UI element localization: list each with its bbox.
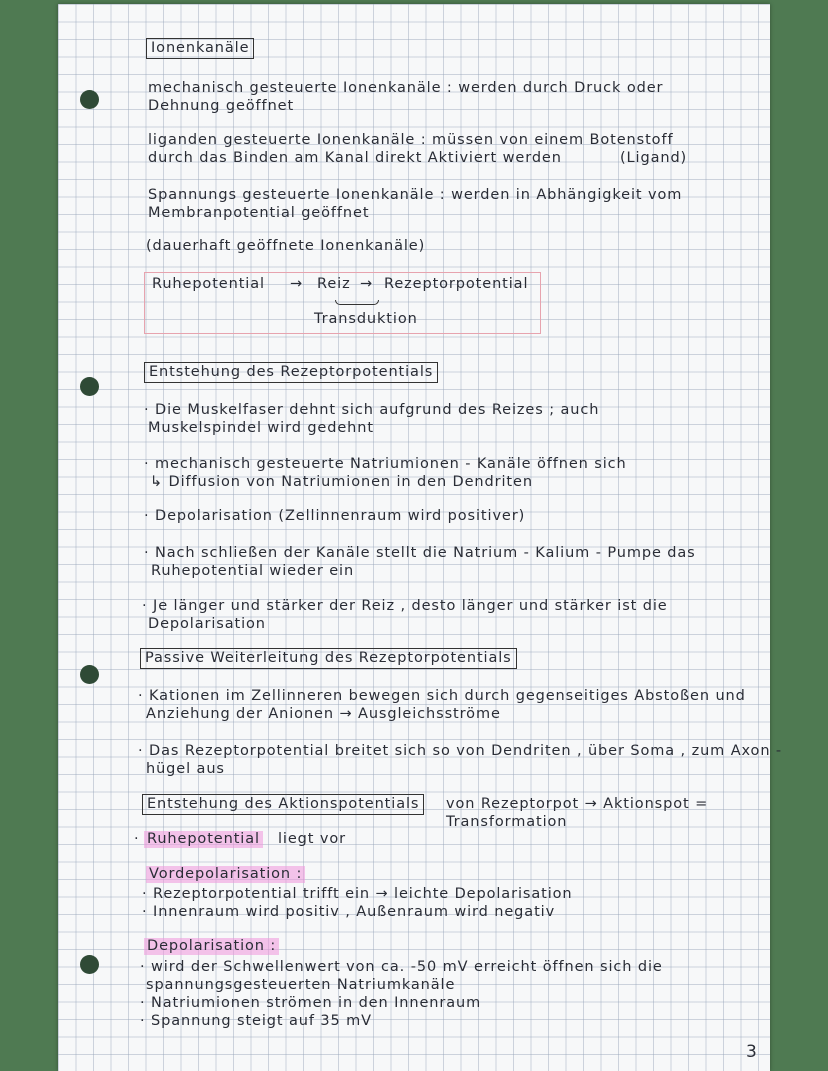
flow-rezeptorpotential: Rezeptorpotential xyxy=(384,276,529,292)
punch-hole xyxy=(80,665,99,684)
punch-hole xyxy=(80,90,99,109)
text-line: (dauerhaft geöffnete Ionenkanäle) xyxy=(146,238,426,254)
page-number: 3 xyxy=(746,1042,758,1062)
heading-rezeptorpotential: Entstehung des Rezeptorpotentials xyxy=(144,362,438,383)
bullet-line: hügel aus xyxy=(146,761,225,777)
flow-reiz: Reiz xyxy=(317,276,351,292)
bullet-line: · Depolarisation (Zellinnenraum wird positiver) xyxy=(144,508,526,524)
text-line: liegt vor xyxy=(278,831,346,847)
bullet-dot: · xyxy=(134,831,140,847)
bullet-line: · Innenraum wird positiv , Außenraum wird negativ xyxy=(142,904,556,920)
brace-mark xyxy=(335,300,379,305)
bullet-line: spannungsgesteuerten Natriumkanäle xyxy=(146,977,456,993)
bullet-line: · Rezeptorpotential trifft ein → leichte Depolarisation xyxy=(142,886,573,902)
heading-weiterleitung: Passive Weiterleitung des Rezeptorpotentials xyxy=(140,648,517,669)
flow-ruhepotential: Ruhepotential xyxy=(152,276,265,292)
bullet-line: Muskelspindel wird gedehnt xyxy=(148,420,374,436)
bullet-line: · Kationen im Zellinneren bewegen sich durch gegenseitiges Abstoßen und xyxy=(138,688,746,704)
highlight-depolarisation: Depolarisation : xyxy=(144,938,279,955)
bullet-line: · mechanisch gesteuerte Natriumionen - Kanäle öffnen sich xyxy=(144,456,627,472)
text-line: Spannungs gesteuerte Ionenkanäle : werden in Abhängigkeit vom xyxy=(148,187,683,203)
notebook-page xyxy=(58,4,783,1071)
ligand-note: (Ligand) xyxy=(620,150,688,166)
bullet-line: · Die Muskelfaser dehnt sich aufgrund des Reizes ; auch xyxy=(144,402,600,418)
bullet-line: Depolarisation xyxy=(148,616,266,632)
heading-aktionspotential: Entstehung des Aktionspotentials xyxy=(142,794,424,815)
text-line: Dehnung geöffnet xyxy=(148,98,295,114)
flow-transduktion: Transduktion xyxy=(314,311,418,327)
text-line: Membranpotential geöffnet xyxy=(148,205,370,221)
highlight-vordepolarisation: Vordepolarisation : xyxy=(146,866,305,883)
side-note: Transformation xyxy=(446,814,568,830)
bullet-line: · wird der Schwellenwert von ca. -50 mV erreicht öffnen sich die xyxy=(140,959,663,975)
bullet-line: · Nach schließen der Kanäle stellt die Natrium - Kalium - Pumpe das xyxy=(144,545,696,561)
arrow-icon: → xyxy=(290,276,304,292)
text-line: liganden gesteuerte Ionenkanäle : müssen von einem Botenstoff xyxy=(148,132,674,148)
bullet-line: Ruhepotential wieder ein xyxy=(151,563,355,579)
highlight-ruhepotential: Ruhepotential xyxy=(144,831,263,848)
punch-hole xyxy=(80,955,99,974)
bullet-line: · Je länger und stärker der Reiz , desto länger und stärker ist die xyxy=(142,598,668,614)
side-note: von Rezeptorpot → Aktionspot = xyxy=(446,796,709,812)
bullet-line: ↳ Diffusion von Natriumionen in den Dendriten xyxy=(150,474,533,490)
punch-hole xyxy=(80,377,99,396)
text-line: mechanisch gesteuerte Ionenkanäle : werden durch Druck oder xyxy=(148,80,664,96)
bullet-line: Anziehung der Anionen → Ausgleichsströme xyxy=(146,706,501,722)
text-line: durch das Binden am Kanal direkt Aktiviert werden xyxy=(148,150,562,166)
bullet-line: · Das Rezeptorpotential breitet sich so von Dendriten , über Soma , zum Axon - xyxy=(138,743,783,759)
bullet-line: · Spannung steigt auf 35 mV xyxy=(140,1013,372,1029)
heading-ionenkanaele: Ionenkanäle xyxy=(146,38,254,59)
bullet-line: · Natriumionen strömen in den Innenraum xyxy=(140,995,482,1011)
arrow-icon: → xyxy=(360,276,374,292)
